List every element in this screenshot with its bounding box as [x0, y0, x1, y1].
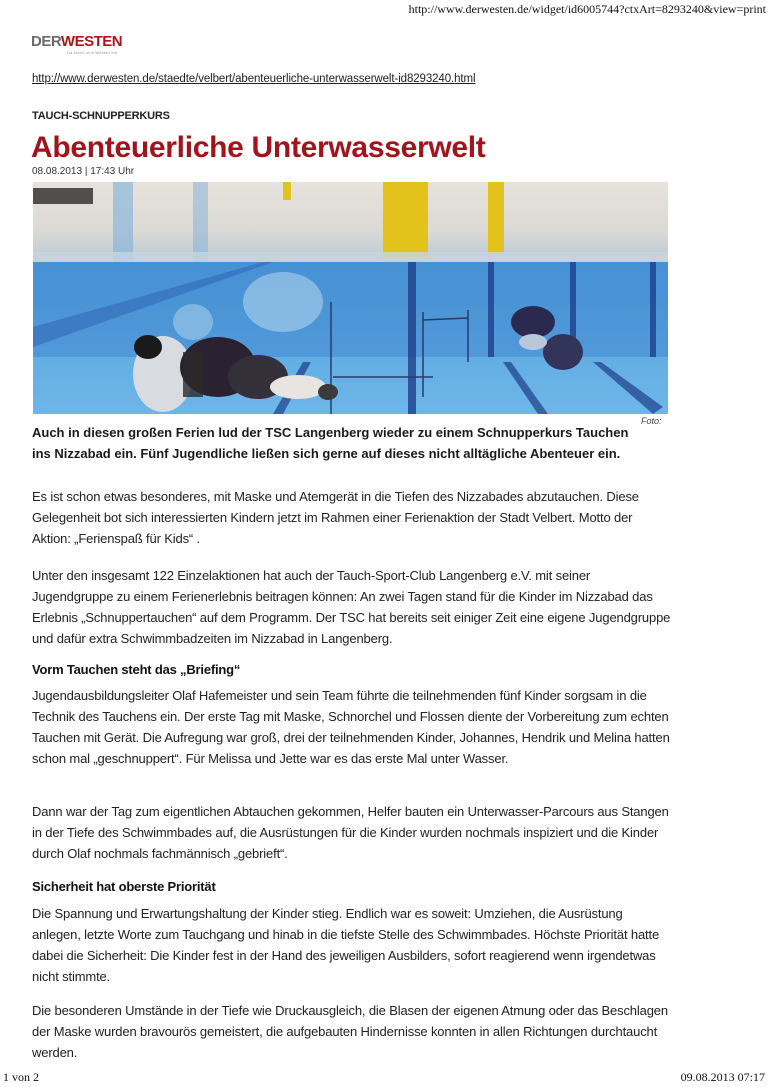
- print-page-number: 1 von 2: [3, 1070, 39, 1084]
- print-header-url: http://www.derwesten.de/widget/id6005744?ctxArt=8293240&view=print: [408, 2, 766, 16]
- logo-westen: WESTEN: [60, 33, 123, 50]
- body-paragraph: Die besonderen Umstände in der Tiefe wie Druckausgleich, die Blasen der eigenen Atmung oder das Beschlagen der Maske wurden bravourös gemeistert, die aufgebauten Hindernisse konnten in allen Richtungen durchtaucht werden.: [32, 1003, 668, 1060]
- article-dateline: 08.08.2013 | 17:43 Uhr: [32, 166, 135, 177]
- logo-tagline: Da fuehlt sich Westen ein: [67, 50, 118, 55]
- body-paragraph: Die Spannung und Erwartungshaltung der Kinder stieg. Endlich war es soweit: Umziehen, die Ausrüstung anlegen, letzte Worte zum Tauchgang und hinab in die tiefste Stelle des Schwimmbades. Höchste Priorität hatte dabei die Sicherheit: Die Kinder fest in der Hand des jeweiligen Ausbilders, sofort reagierend wenn irgendetwas nicht stimmte.: [32, 906, 660, 984]
- body-paragraph: Es ist schon etwas besonderes, mit Maske und Atemgerät in die Tiefen des Nizzabades abzutauchen. Diese Gelegenheit bot sich interessierten Kindern jetzt im Rahmen einer Ferienaktion der Stadt Velbert. Motto der Aktion: „Ferienspaß für Kids“ .: [32, 489, 639, 546]
- underwater-pool-image: [33, 182, 668, 414]
- derwesten-logo[interactable]: [31, 34, 131, 56]
- print-datetime: 09.08.2013 07:17: [680, 1070, 765, 1084]
- section-heading: Sicherheit hat oberste Priorität: [32, 879, 216, 894]
- photo-credit: Foto:: [641, 416, 662, 426]
- body-paragraph: Unter den insgesamt 122 Einzelaktionen hat auch der Tauch-Sport-Club Langenberg e.V. mit seiner Jugendgruppe zu einem Ferienerlebnis beitragen können: An zwei Tagen stand für die Kinder im Nizzabad das Erlebnis „Schnuppertauchen“ auf dem Programm. Der TSC hat bereits seit einiger Zeit eine eigene Jugendgruppe und dafür extra Schwimmbadzeiten im Nizzabad in Langenberg.: [32, 568, 671, 646]
- article-url-link[interactable]: http://www.derwesten.de/staedte/velbert/abenteuerliche-unterwasserwelt-id8293240.html: [32, 73, 476, 85]
- article-title: Abenteuerliche Unterwasserwelt: [31, 131, 486, 164]
- body-paragraph: Dann war der Tag zum eigentlichen Abtauchen gekommen, Helfer bauten ein Unterwasser-Parcours aus Stangen in der Tiefe des Schwimmbades auf, die Ausrüstungen für die Kinder wurden nochmals inspiziert und die Kinder durch Olaf nochmals fachmännisch „gebrieft“.: [32, 804, 669, 861]
- article-photo: [33, 182, 668, 414]
- article-kicker: TAUCH-SCHNUPPERKURS: [32, 110, 170, 122]
- body-paragraph: Jugendausbildungsleiter Olaf Hafemeister und sein Team führte die teilnehmenden fünf Kinder sorgsam in die Technik des Tauchens ein. Der erste Tag mit Maske, Schnorchel und Flossen diente der Vorbereitung zum echten Tauchen mit Gerät. Die Aufregung war groß, drei der teilnehmenden Kinder, Johannes, Hendrik und Melina hatten schon mal „geschnuppert“. Für Melissa und Jette war es das erste Mal unter Wasser.: [32, 688, 670, 766]
- article-lead: Auch in diesen großen Ferien lud der TSC Langenberg wieder zu einem Schnupperkurs Tauchen ins Nizzabad ein. Fünf Jugendliche ließen sich gerne auf dieses nicht alltägliche Abenteuer ein.: [32, 425, 629, 461]
- logo-der: DER: [31, 33, 61, 50]
- section-heading: Vorm Tauchen steht das „Briefing“: [32, 662, 241, 677]
